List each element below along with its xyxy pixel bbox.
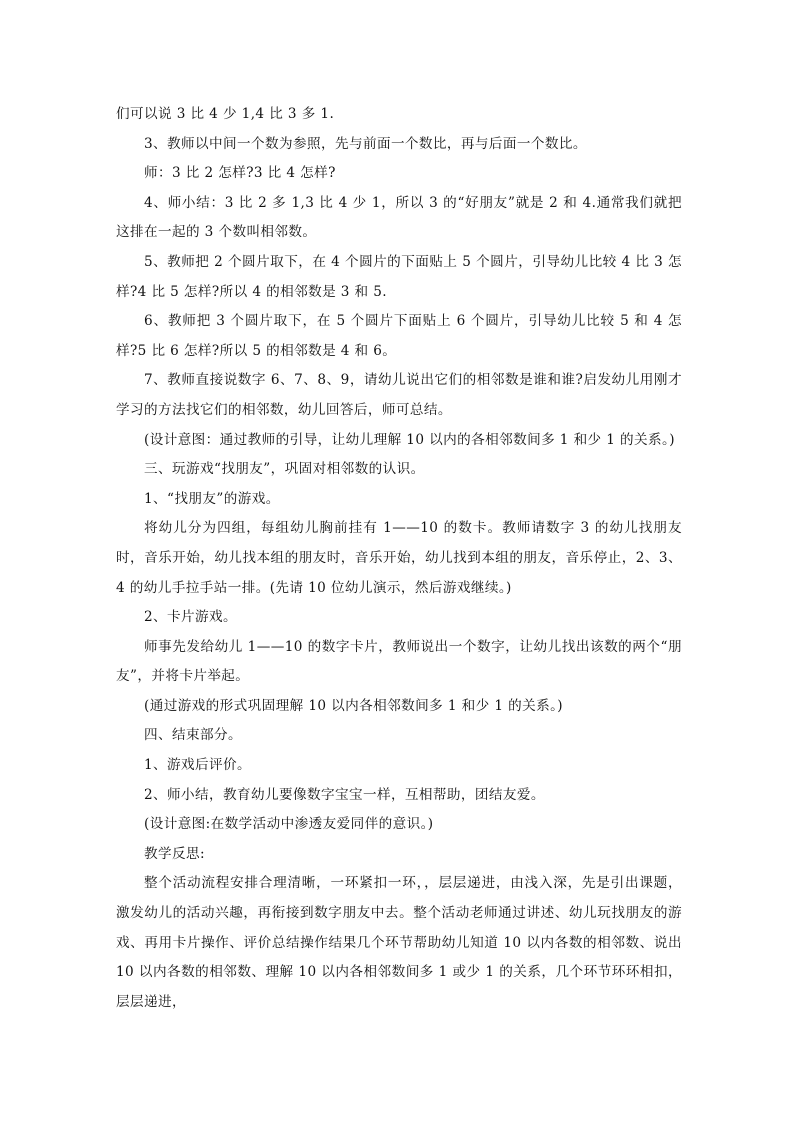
paragraph-design-intent-1: (设计意图：通过教师的引导，让幼儿理解 10 以内的各相邻数间多 1 和少 1 的关系。) <box>144 431 675 448</box>
paragraph-step-6: 6、教师把 3 个圆片取下，在 5 个圆片下面贴上 6 个圆片，引导幼儿比较 5 和 4 怎样?5 比 6 怎样?所以 5 的相邻数是 4 和 6。 <box>116 313 682 359</box>
paragraph-ending-1: 1、游戏后评价。 <box>144 757 252 774</box>
paragraph-game-2-body: 师事先发给幼儿 1——10 的数字卡片，教师说出一个数字，让幼儿找出该数的两个“朋友”，并将卡片举起。 <box>116 638 682 685</box>
paragraph-game-2-title: 2、卡片游戏。 <box>144 609 238 626</box>
paragraph-teacher-question: 师：3 比 2 怎样?3 比 4 怎样? <box>144 165 336 182</box>
paragraph-step-7: 7、教师直接说数字 6、7、8、9，请幼儿说出它们的相邻数是谁和谁?启发幼儿用刚才学习的方法找它们的相邻数，幼儿回答后，师可总结。 <box>116 372 682 418</box>
section-heading-4: 四、结束部分。 <box>144 727 242 744</box>
paragraph-design-intent-3: (设计意图:在数学活动中渗透友爱同伴的意识。) <box>144 816 434 833</box>
document-body <box>116 100 682 1017</box>
section-heading-3: 三、玩游戏“找朋友”，巩固对相邻数的认识。 <box>144 461 425 478</box>
paragraph-reflection-body: 整个活动流程安排合理清晰，一环紧扣一环，，层层递进，由浅入深，先是引出课题，激发幼儿的活动兴趣，再衔接到数字朋友中去。整个活动老师通过讲述、幼儿玩找朋友的游戏、再用卡片操作、评价总结操作结果几个环节帮助幼儿知道 10 以内各数的相邻数、说出 10 以内各数的相邻数、理解 10 以内各相邻数间多 1 或少 1 的关系，几个环节环环相扣，层层递进， <box>116 875 682 1010</box>
paragraph-game-1-title: 1、“找朋友”的游戏。 <box>144 490 280 507</box>
paragraph-ending-2: 2、师小结，教育幼儿要像数字宝宝一样，互相帮助，团结友爱。 <box>144 786 545 803</box>
paragraph-step-4: 4、师小结：3 比 2 多 1,3 比 4 少 1，所以 3 的“好朋友”就是 2 和 4.通常我们就把这排在一起的 3 个数叫相邻数。 <box>116 194 682 241</box>
paragraph-step-3: 3、教师以中间一个数为参照，先与前面一个数比，再与后面一个数比。 <box>144 135 587 152</box>
reflection-heading: 教学反思: <box>144 845 205 862</box>
paragraph-step-5: 5、教师把 2 个圆片取下，在 4 个圆片的下面贴上 5 个圆片，引导幼儿比较 4 比 3 怎样?4 比 5 怎样?所以 4 的相邻数是 3 和 5. <box>116 253 682 300</box>
paragraph-design-intent-2: (通过游戏的形式巩固理解 10 以内各相邻数间多 1 和少 1 的关系。) <box>144 697 563 714</box>
paragraph-continuation: 们可以说 3 比 4 少 1,4 比 3 多 1. <box>116 106 335 122</box>
paragraph-game-1-body: 将幼儿分为四组，每组幼儿胸前挂有 1——10 的数卡。教师请数字 3 的幼儿找朋友时，音乐开始，幼儿找本组的朋友时，音乐开始，幼儿找到本组的朋友，音乐停止，2、3、4 的幼儿手拉手站一排。(先请 10 位幼儿演示，然后游戏继续。) <box>116 520 682 596</box>
